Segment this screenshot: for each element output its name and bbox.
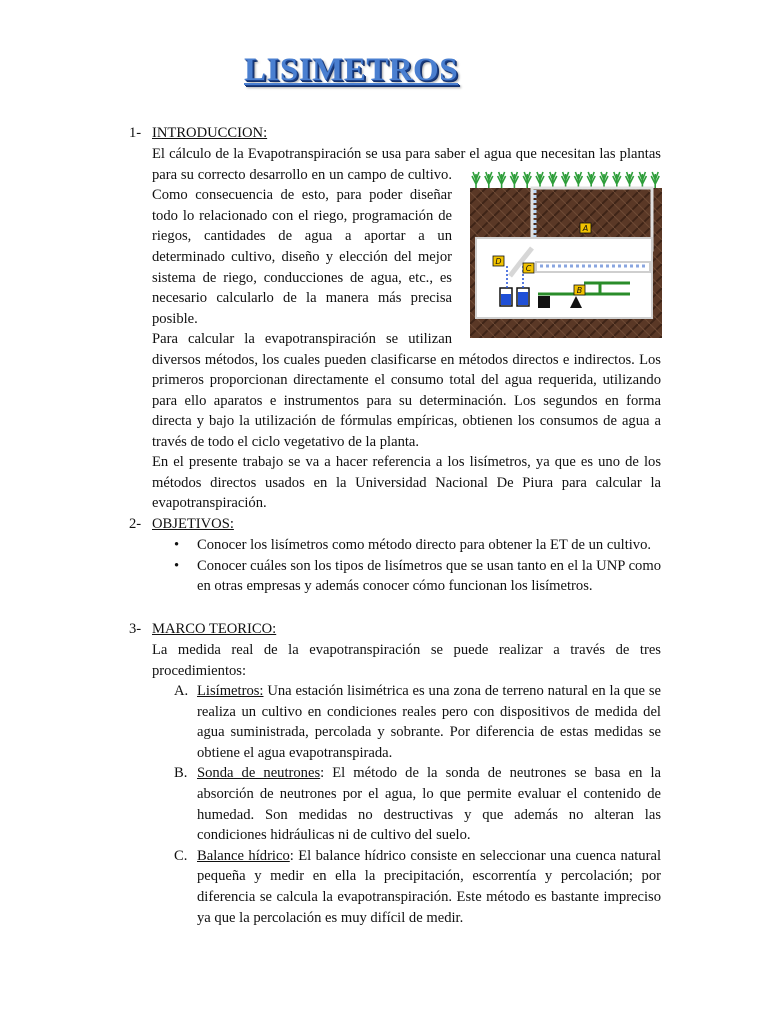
label-a: A	[582, 224, 589, 233]
lysimeter-diagram	[470, 168, 662, 338]
text-line: posible.	[152, 310, 198, 327]
plant-icon	[600, 172, 608, 188]
text-line: diversos métodos, los cuales pueden clasificarse en métodos directos e indirectos. Los	[152, 351, 661, 368]
text-line: todo lo relacionado con el riego, programación de	[152, 207, 452, 224]
bullet-icon: •	[174, 537, 180, 553]
plant-icon	[523, 172, 531, 188]
text-line: riegos, cantidades de agua a aportar a un	[152, 228, 452, 245]
label-b: B	[576, 286, 583, 295]
plant-icon	[562, 172, 570, 188]
section-number: 3-	[129, 621, 142, 637]
text-line: Para calcular la evapotranspiración se utilizan	[152, 331, 452, 347]
list-item	[152, 763, 661, 845]
label-c: C	[525, 264, 532, 273]
text-line: El cálculo de la Evapotranspiración se usa para saber el agua que necesitan las plantas	[152, 146, 661, 162]
list-item	[152, 535, 661, 556]
intro-paragraph-3: En el presente trabajo se va a hacer referencia a los lisímetros, ya que es uno de los métodos directos usados en la Universidad Nacional De Piura para calcular la evapotranspiración.	[152, 454, 661, 512]
text-line: través de todo el ciclo vegetativo de la planta.	[152, 433, 420, 450]
objective-text: Conocer los lisímetros como método directo para obtener la ET de un cultivo.	[197, 537, 652, 553]
section-heading-objetivos: OBJETIVOS:	[152, 516, 234, 532]
item-term: Balance hídrico	[197, 847, 290, 864]
item-text: Una estación lisimétrica es una zona de terreno natural en la que se realiza un cultivo en condiciones reales pero con dispositivos de medida del agua suministrada, percolada y sobrante. Por diferencia de estas medidas se obtiene el agua evapotranspirada.	[197, 683, 661, 761]
section-number: 1-	[129, 125, 142, 141]
text-line: para ello aparatos e instrumentos para su determinación. Los segundos en forma	[152, 392, 661, 409]
item-term: Lisímetros:	[197, 683, 264, 699]
plant-icon	[626, 172, 634, 188]
text-line: primeros proporcionan directamente el consumo total del agua requerida, utilizando	[152, 372, 661, 389]
list-item	[152, 846, 661, 928]
section-number: 2-	[129, 516, 142, 532]
item-letter: C.	[174, 847, 188, 864]
objectives-list	[152, 535, 661, 597]
list-item	[152, 556, 661, 597]
procedures-list	[152, 681, 661, 928]
plant-icon	[651, 172, 659, 188]
text-line: necesario calcularlo de la manera más precisa	[152, 290, 452, 307]
marco-intro: La medida real de la evapotranspiración se puede realizar a través de tres procedimientos:	[152, 642, 661, 679]
section-heading-marco-teorico: MARCO TEORICO:	[152, 621, 277, 637]
counterweight	[538, 296, 550, 308]
plants-row	[472, 172, 659, 188]
document-title: LISIMETROS	[244, 52, 459, 88]
text-line: determinado cultivo, diseño y elección del mejor	[152, 248, 452, 265]
label-d: D	[495, 257, 502, 266]
plant-icon	[638, 172, 646, 188]
plant-icon	[472, 172, 480, 188]
plant-icon	[510, 172, 518, 188]
text-line: Como consecuencia de esto, para poder diseñar	[152, 187, 452, 204]
text-line: para su correcto desarrollo en un campo de cultivo.	[152, 166, 452, 183]
item-text: : El método de la sonda de neutrones se basa en la absorción de neutrones por el agua, lo que permite evaluar el contenido de humedad. Son medidas no destructivas y que además no alteran las condiciones hidráulicas ni de cultivo del suelo.	[197, 765, 661, 844]
list-item	[152, 681, 661, 763]
plant-icon	[485, 172, 493, 188]
item-term: Sonda de neutrones	[197, 765, 321, 782]
plant-icon	[574, 172, 582, 188]
intro-paragraph-2	[152, 329, 661, 453]
bullet-icon: •	[174, 557, 180, 574]
item-letter: B.	[174, 765, 188, 782]
plant-icon	[613, 172, 621, 188]
text-line: directa y bajo la utilización de fórmulas empíricas, obtienen los consumos de agua a	[152, 413, 661, 430]
plant-icon	[549, 172, 557, 188]
item-letter: A.	[174, 683, 189, 699]
plant-icon	[587, 172, 595, 188]
intro-paragraph-2-render	[152, 329, 661, 453]
objective-text: Conocer cuáles son los tipos de lisímetros que se usan tanto en el la UNP como en otras empresas y además conocer cómo funcionan los lisímetros.	[197, 557, 661, 595]
item-text: : El balance hídrico consiste en seleccionar una cuenca natural pequeña y medir en ella la precipitación, escorrentía y percolación; por diferencia se calcula la evapotranspiración. Este método es bastante impreciso ya que la percolación es muy difícil de medir.	[197, 847, 661, 926]
section-heading-introduccion: INTRODUCCION:	[152, 125, 268, 141]
plant-icon	[536, 172, 544, 188]
text-line: sistema de riego, conducciones de agua, etc., es	[152, 269, 452, 286]
plant-icon	[498, 172, 506, 188]
